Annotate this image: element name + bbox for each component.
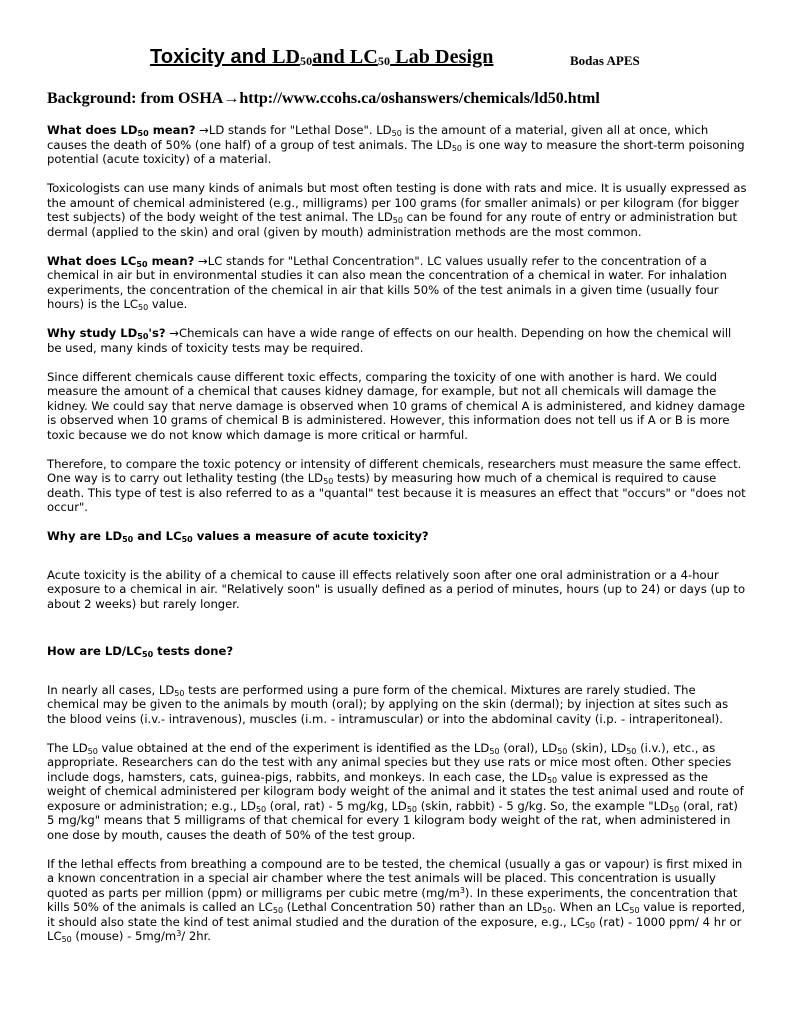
question-lc50: What does $LC_{50}$ mean? [47, 253, 195, 269]
paragraph-compare-potency: Therefore, to compare the toxic potency or intensity of different chemicals, researchers must measure the same effect. One way is to carry out lethality testing (the $LD_{50}$ tests) by measuring how much of a chemical is required to cause death. This type of test is also referred to as a "quantal" test because it is measures an effect that "occurs" or "does not occur". [47, 456, 746, 514]
question-why-study: Why study $LD_{50}'s$? [47, 326, 166, 341]
header [150, 46, 750, 74]
paragraph-why-study: Why study $LD_{50}'s$? →Chemicals can have a wide range of effects on our health. Depending on how the chemical will be used, many kinds of toxicity tests may be required. [47, 326, 732, 355]
paragraph-what-is-ld50: What does $LD_{50}$ mean? →LD stands for "Lethal Dose". $LD_{50}$ is the amount of a material, given all at once, which causes the death of 50% (one half) of a group of test animals. The $LD_{50}$ is one way to measure the short-term poisoning potential (acute toxicity) of a material. [47, 123, 745, 166]
heading-how-tests-done: How are $LD/LC_{50}$ tests done? [47, 644, 234, 659]
question-ld50: What does $LD_{50}$ mean? [47, 123, 196, 138]
page-title: Toxicity and $LD_{50}and$ $LC_{50}$ Lab Design [150, 46, 494, 68]
paragraph-toxicologists: Toxicologists can use many kinds of animals but most often testing is done with rats and mice. It is usually expressed as the amount of chemical administered (e.g., milligrams) per 100 grams (for smaller animals) or per kilogram (for bigger test subjects) of the body weight of the test animal. The $LD_{50}$ can be found for any route of entry or administration but dermal (applied to the skin) and oral (given by mouth) administration methods are the most common. [47, 181, 747, 239]
author-label: Bodas APES [570, 53, 640, 68]
paragraph-acute-toxicity: Acute toxicity is the ability of a chemical to cause ill effects relatively soon after one oral administration or a 4-hour exposure to a chemical in air. "Relatively soon" is usually defined as a period of minutes, hours (up to 24) or days (up to about 2 weeks) but rarely longer. [47, 567, 746, 611]
paragraph-what-is-lc50: What does $LC_{50}$ mean? →LC stands for "Lethal Concentration". LC values usually refer to the concentration of a chemical in air but in environmental studies it can also mean the concentration of a chemical in water. For inhalation experiments, the concentration of the chemical in air that kills 50% of the test animals in a given time (usually four hours) is the $LC_{50}$ value. [47, 253, 727, 312]
background-heading: Background: from OSHA→http://www.ccohs.ca/oshanswers/chemicals/ld50.html [47, 90, 600, 107]
paragraph-lc50-inhalation: If the lethal effects from breathing a compound are to be tested, the chemical (usually a gas or vapour) is first mixed in a known concentration in a special air chamber where the test animals will be placed. This concentration is usually quoted as parts per million (ppm) or milligrams per cubic metre $(mg/m^3)$. In these experiments, the concentration that kills 50% of the animals is called an $LC_{50}$ (Lethal Concentration 50) rather than an $LD_{50}$. When an $LC_{50}$ value is reported, it should also state the kind of test animal studied and the duration of the exposure, e.g., $LC_{50}$ (rat) - 1000 ppm/ 4 hr or $LC_{50}$ (mouse) - $5mg/m^3/$ 2hr. [47, 856, 746, 944]
paragraph-different-chemicals: Since different chemicals cause different toxic effects, comparing the toxicity of one with another is hard. We could measure the amount of a chemical that causes kidney damage, for example, but not all chemicals will damage the kidney. We could say that nerve damage is observed when 10 grams of chemical A is administered, and kidney damage is observed when 10 grams of chemical B is administered. However, this information does not tell us if A or B is more toxic because we do not know which damage is more critical or harmful. [47, 369, 745, 442]
paragraph-pure-form: In nearly all cases, $LD_{50}$ tests are performed using a pure form of the chemical. Mixtures are rarely studied. The chemical may be given to the animals by mouth (oral); by applying on the skin (dermal); by injection at sites such as the blood veins (i.v.- intravenous), muscles (i.m. - intramuscular) or into the abdominal cavity (i.p. - intraperitoneal). [47, 682, 729, 726]
heading-acute-toxicity: Why are $LD_{50}$ and $LC_{50}$ values a measure of acute toxicity? [47, 529, 429, 544]
document-body [47, 123, 747, 958]
paragraph-ld50-value: The $LD_{50}$ value obtained at the end of the experiment is identified as the $LD_{50}$ (oral), $LD_{50}$ (skin), $LD_{50}$ (i.v.), etc., as appropriate. Researchers can do the test with any animal species but they use rats or mice most often. Other species include dogs, hamsters, cats, guinea-pigs, rabbits, and monkeys. In each case, the $LD_{50}$ value is expressed as the weight of chemical administered per kilogram body weight of the animal and it states the test animal used and route of exposure or administration; e.g., $LD_{50}$ (oral, rat) - 5 mg/kg, $LD_{50}$ (skin, rabbit) - 5 g/kg. So, the example "$LD_{50}$ (oral, rat) 5 mg/kg" means that 5 milligrams of that chemical for every 1 kilogram body weight of the rat, when administered in one dose by mouth, causes the death of 50% of the test group. [47, 740, 744, 842]
